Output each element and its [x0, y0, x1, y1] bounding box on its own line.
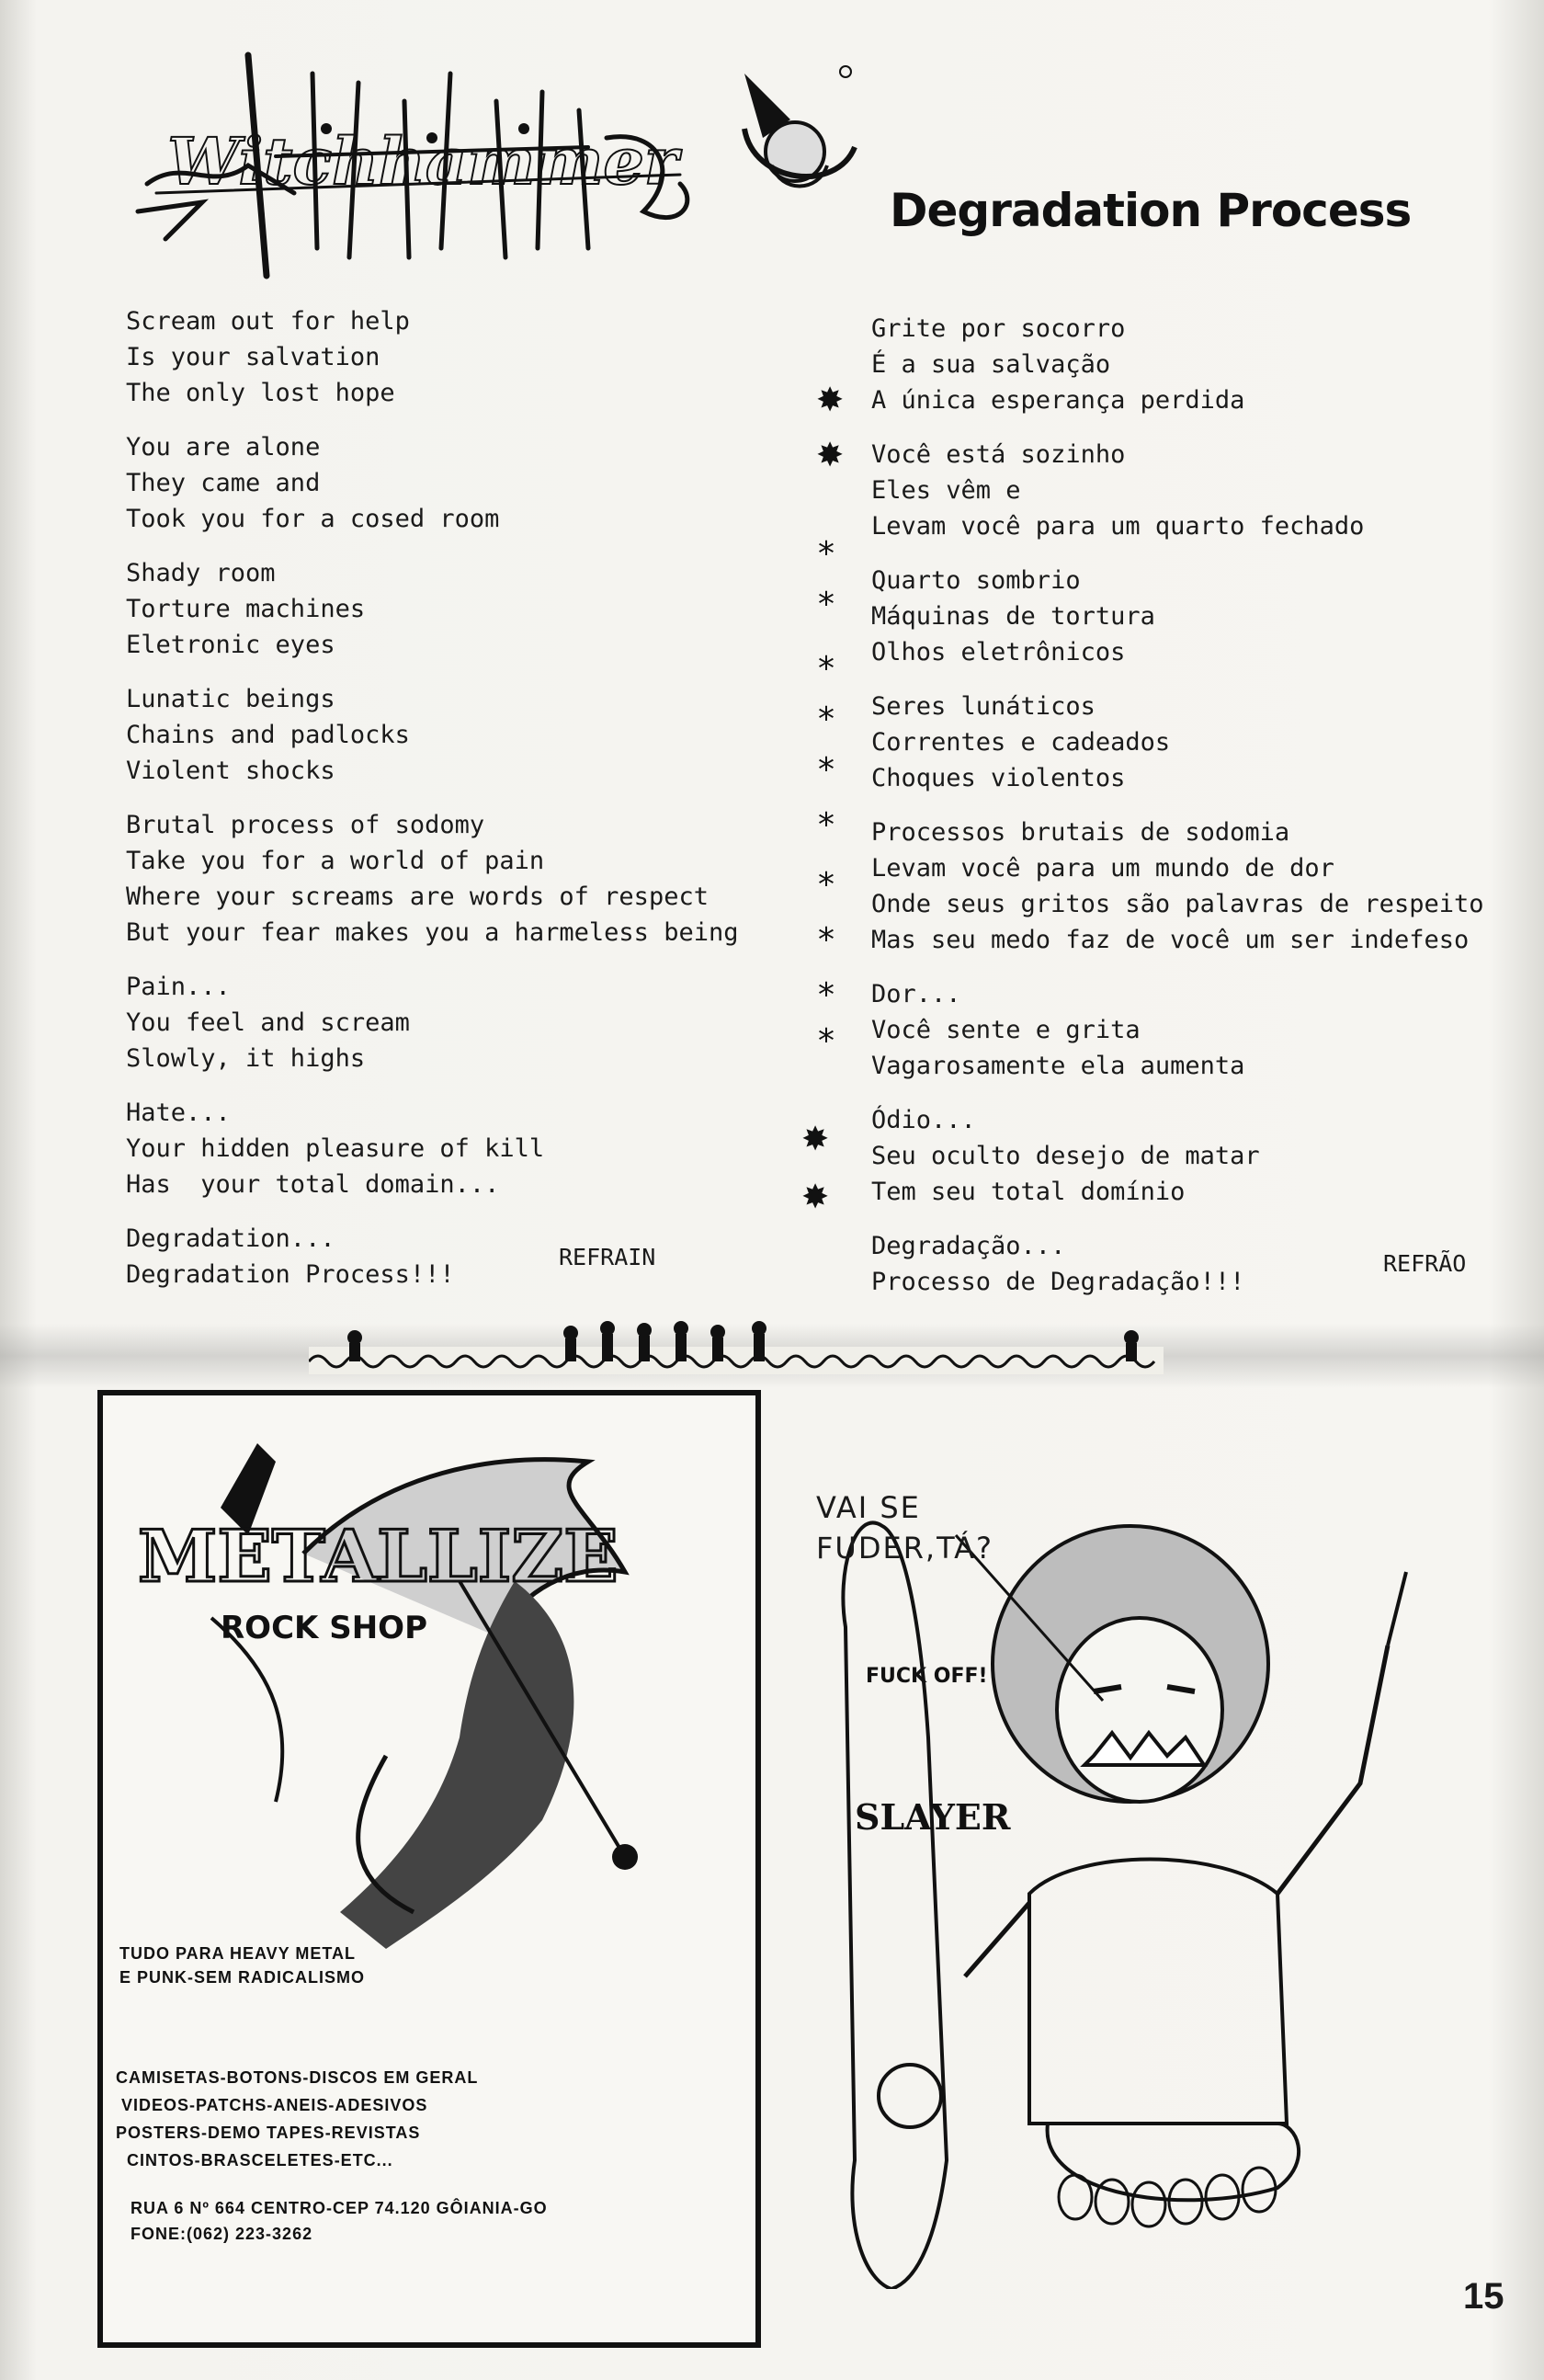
refrain-label-english: REFRAIN: [559, 1244, 656, 1270]
english-lyric-line: Is your salvation: [126, 343, 380, 371]
english-lyric-line: But your fear makes you a harmeless being: [126, 918, 739, 947]
english-lyric-line: They came and: [126, 469, 321, 497]
portuguese-lyric-line: A única esperança perdida: [871, 386, 1245, 415]
portuguese-lyric-line: Seu oculto desejo de matar: [871, 1142, 1260, 1170]
board-text-slayer: SLAYER: [855, 1796, 1011, 1838]
song-title: Degradation Process: [890, 184, 1412, 237]
english-stanza: [126, 1095, 738, 1202]
english-stanza: [126, 555, 738, 663]
english-lyric-line: Chains and padlocks: [126, 721, 410, 749]
band-logo: [129, 46, 717, 285]
portuguese-lyric-line: Correntes e cadeados: [871, 728, 1171, 757]
portuguese-lyric-line: Levam você para um quarto fechado: [871, 512, 1365, 541]
portuguese-lyric-line: Processos brutais de sodomia: [871, 818, 1290, 847]
english-lyric-line: You are alone: [126, 433, 321, 461]
asterisk-icon: *: [818, 1022, 834, 1060]
english-lyric-line: Take you for a world of pain: [126, 847, 545, 875]
portuguese-stanza: [871, 976, 1483, 1084]
asterisk-icon: *: [818, 700, 834, 738]
portuguese-stanza: [871, 563, 1483, 670]
divider-strip-illustration: [309, 1301, 1164, 1385]
asterisk-icon: *: [818, 650, 834, 688]
english-lyric-line: Scream out for help: [126, 307, 410, 336]
portuguese-lyric-line: Vagarosamente ela aumenta: [871, 1052, 1245, 1080]
asterisk-icon: *: [818, 921, 834, 959]
english-lyric-line: Torture machines: [126, 595, 366, 623]
asterisk-icon: *: [818, 535, 834, 573]
portuguese-lyric-line: Dor...: [871, 980, 961, 1008]
english-lyric-line: The only lost hope: [126, 379, 395, 407]
portuguese-lyric-line: Grite por socorro: [871, 314, 1126, 343]
witch-illustration: [726, 55, 864, 211]
english-lyric-line: Slowly, it highs: [126, 1044, 366, 1073]
portuguese-stanza: [871, 1102, 1483, 1210]
english-lyric-line: Hate...: [126, 1099, 231, 1127]
portuguese-lyric-line: Ódio...: [871, 1106, 976, 1134]
portuguese-lyric-line: Eles vêm e: [871, 476, 1021, 505]
english-lyric-line: You feel and scream: [126, 1008, 410, 1037]
page-number: 15: [1463, 2276, 1504, 2317]
ad-products-list: CAMISETAS-BOTONS-DISCOS EM GERAL VIDEOS-PATCHS-ANEIS-ADESIVOS POSTERS-DEMO TAPES-REVISTAS CINTOS-BRASCELETES-ETC...: [116, 2068, 479, 2169]
english-stanza: [126, 303, 738, 411]
refrain-label-portuguese: REFRÃO: [1383, 1250, 1467, 1277]
star-burst-icon: ✸: [801, 1179, 830, 1216]
english-lyric-line: Violent shocks: [126, 757, 335, 785]
portuguese-lyric-line: Máquinas de tortura: [871, 602, 1155, 631]
portuguese-stanza: [871, 311, 1483, 418]
english-stanza: [126, 429, 738, 537]
metallize-logo-text: METALLIZE: [138, 1515, 619, 1599]
asterisk-icon: *: [818, 751, 834, 789]
english-lyric-line: Degradation...: [126, 1224, 335, 1253]
english-stanza: [126, 807, 738, 951]
portuguese-lyric-line: Levam você para um mundo de dor: [871, 854, 1334, 883]
portuguese-lyric-line: Você sente e grita: [871, 1016, 1141, 1044]
asterisk-icon: *: [818, 806, 834, 844]
asterisk-icon: *: [818, 586, 834, 623]
english-stanza: [126, 681, 738, 789]
english-lyric-line: Lunatic beings: [126, 685, 335, 713]
portuguese-lyric-line: Seres lunáticos: [871, 692, 1096, 721]
asterisk-icon: *: [818, 866, 834, 904]
english-lyric-line: Your hidden pleasure of kill: [126, 1134, 545, 1163]
star-burst-icon: ✸: [801, 1121, 830, 1158]
portuguese-stanza: [871, 814, 1483, 958]
lyrics-portuguese-column: [871, 311, 1483, 1318]
portuguese-lyric-line: Tem seu total domínio: [871, 1178, 1186, 1206]
star-burst-icon: ✸: [816, 437, 845, 474]
metallize-logo-art: [110, 1434, 735, 1976]
band-logo-art: [129, 46, 717, 285]
portuguese-lyric-line: Você está sozinho: [871, 440, 1126, 469]
ad-tagline: TUDO PARA HEAVY METAL E PUNK-SEM RADICALISMO: [119, 1944, 366, 1987]
english-lyric-line: Pain...: [126, 973, 231, 1001]
portuguese-lyric-line: É a sua salvação: [871, 350, 1111, 379]
portuguese-lyric-line: Onde seus gritos são palavras de respeito: [871, 890, 1484, 918]
band-logo-text: Witchhammer: [167, 123, 678, 199]
english-lyric-line: Shady room: [126, 559, 276, 587]
english-stanza: [126, 969, 738, 1076]
cartoon-illustration: [800, 1462, 1526, 2289]
board-text-1: FUCK OFF!: [866, 1665, 988, 1688]
portuguese-lyric-line: Choques violentos: [871, 764, 1126, 792]
english-lyric-line: Has your total domain...: [126, 1170, 500, 1199]
board-text-fuck-off: [866, 1665, 988, 1688]
portuguese-lyric-line: Olhos eletrônicos: [871, 638, 1126, 666]
portuguese-lyric-line: Processo de Degradação!!!: [871, 1268, 1245, 1296]
english-lyric-line: Where your screams are words of respect: [126, 883, 709, 911]
portuguese-lyric-line: Quarto sombrio: [871, 566, 1081, 595]
portuguese-lyric-line: Mas seu medo faz de você um ser indefeso: [871, 926, 1470, 954]
portuguese-stanza: [871, 689, 1483, 796]
english-lyric-line: Eletronic eyes: [126, 631, 335, 659]
ad-address: RUA 6 Nº 664 CENTRO-CEP 74.120 GÔIANIA-GO FONE:(062) 223-3262: [131, 2199, 548, 2243]
english-lyric-line: Degradation Process!!!: [126, 1260, 455, 1289]
speech-bubble-text: VAI SE FUDER,TÁ?: [816, 1490, 994, 1566]
star-burst-icon: ✸: [816, 381, 845, 419]
english-lyric-line: Brutal process of sodomy: [126, 811, 485, 839]
portuguese-lyric-line: Degradação...: [871, 1232, 1066, 1260]
english-lyric-line: Took you for a cosed room: [126, 505, 500, 533]
rock-shop-subtitle: ROCK SHOP: [221, 1610, 427, 1646]
portuguese-stanza: [871, 437, 1483, 544]
lyrics-english-column: [126, 303, 738, 1311]
asterisk-icon: *: [818, 976, 834, 1014]
